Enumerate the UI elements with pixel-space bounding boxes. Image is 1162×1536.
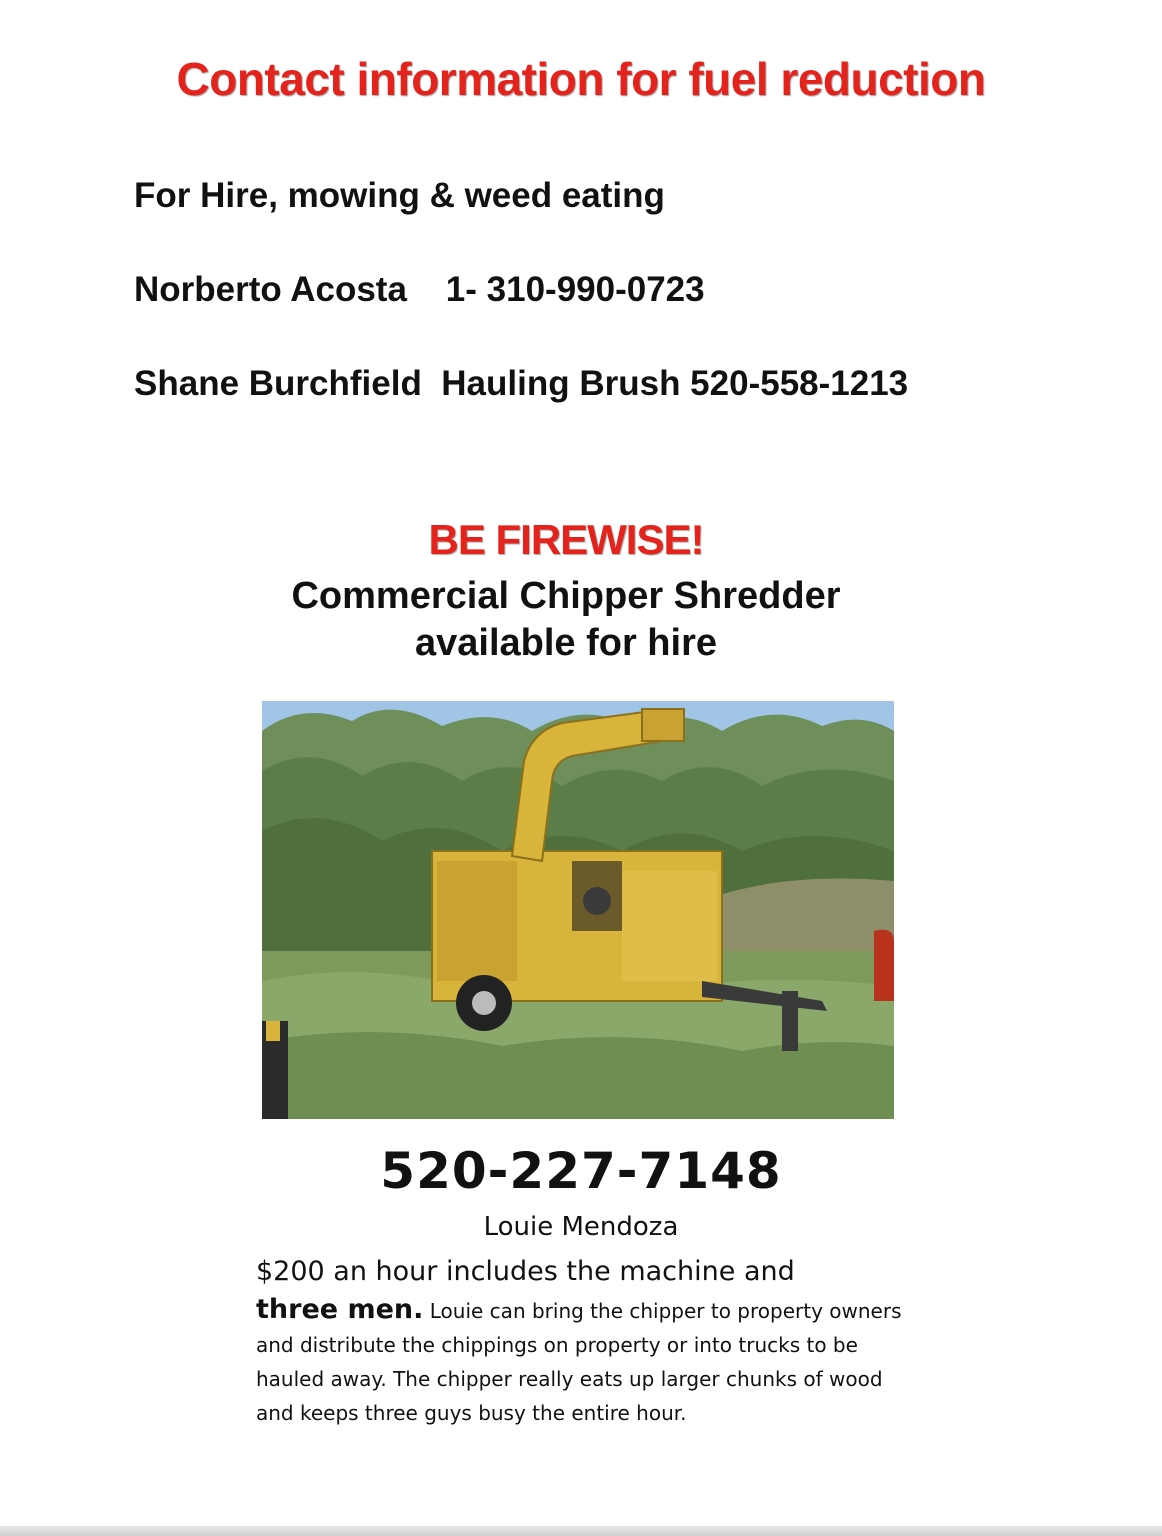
- details-text: Louie can bring the chipper to property owners and distribute the chippings on property or into trucks to be hauled away. The chipper really eats up larger chunks of wood and keeps three guys busy the entire hour.: [256, 1299, 902, 1425]
- chipper-heading-line2: available for hire: [414, 622, 717, 664]
- chipper-contact-name: Louie Mendoza: [483, 1212, 679, 1242]
- page-title: Contact information for fuel reduction: [176, 53, 986, 105]
- three-men-text: three men.: [256, 1294, 424, 1325]
- contact-norberto: Norberto Acosta 1- 310-990-0723: [134, 270, 705, 309]
- for-hire-heading: For Hire, mowing & weed eating: [134, 176, 665, 215]
- price-line: $200 an hour includes the machine and: [256, 1256, 795, 1287]
- contact-shane: Shane Burchfield Hauling Brush 520-558-1213: [134, 364, 909, 403]
- firewise-heading: BE FIREWISE!: [428, 516, 704, 563]
- chipper-photo: [262, 701, 894, 1119]
- chipper-phone: 520-227-7148: [380, 1142, 782, 1200]
- chipper-description: [256, 1250, 916, 1430]
- chipper-heading-line1: Commercial Chipper Shredder: [291, 575, 841, 617]
- page-bottom-edge: [0, 1526, 1162, 1536]
